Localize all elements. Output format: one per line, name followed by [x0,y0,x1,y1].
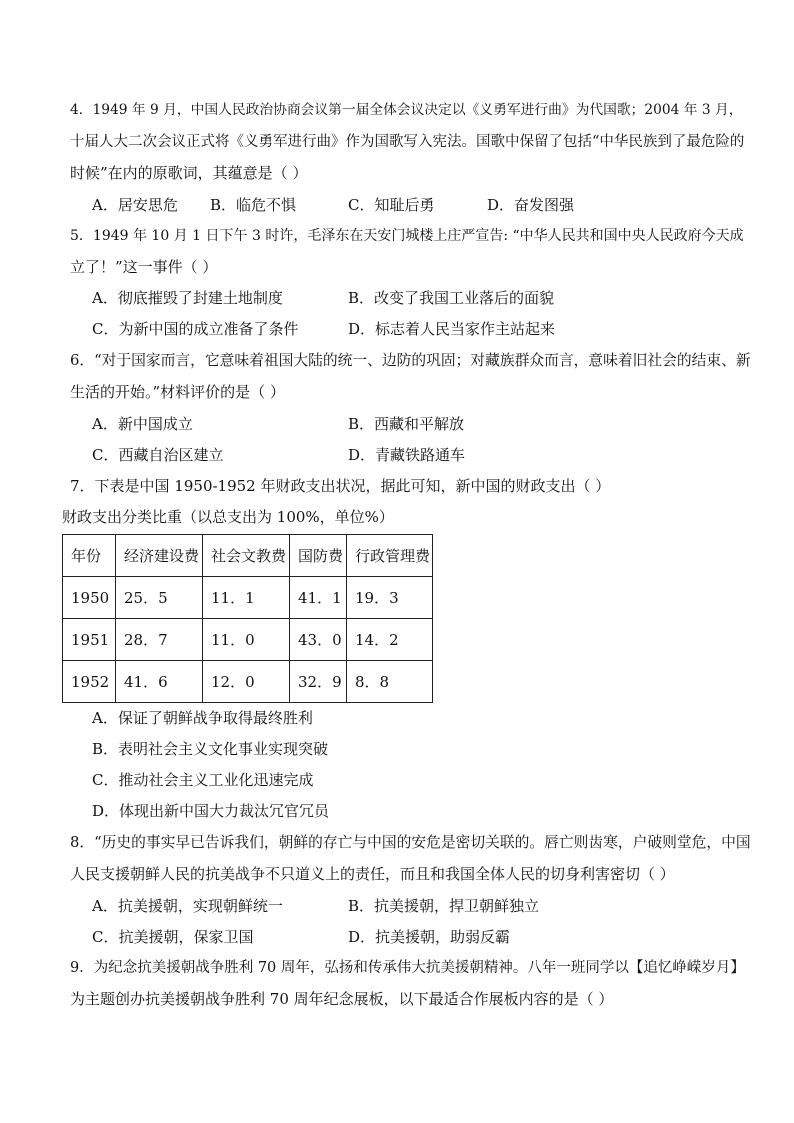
q4-option-c: C．知耻后勇 [348,196,435,214]
table-cell: 41．6 [116,661,203,703]
q8-option-a: A．抗美援朝，实现朝鲜统一 [92,897,283,915]
q7-option-a: A．保证了朝鲜战争取得最终胜利 [92,709,313,727]
q9-line-2: 为主题创办抗美援朝战争胜利 70 周年纪念展板，以下最适合作展板内容的是（ ） [70,990,614,1008]
q5-option-a: A．彻底摧毁了封建土地制度 [92,289,283,307]
q8-option-b: B．抗美援朝，捍卫朝鲜独立 [348,897,540,915]
finance-table [62,534,433,703]
table-cell: 1950 [63,577,116,619]
table-cell: 41．1 [290,577,347,619]
table-header-cell: 社会文教费 [203,535,290,577]
table-cell: 11．1 [203,577,290,619]
table-header-row [63,535,433,577]
q5-option-c: C．为新中国的成立准备了条件 [92,320,299,338]
q6-option-d: D．青藏铁路通车 [348,446,466,464]
table-cell: 19．3 [347,577,433,619]
table-cell: 14．2 [347,619,433,661]
table-cell: 32．9 [290,661,347,703]
table-header-cell: 行政管理费 [347,535,433,577]
table-cell: 11．0 [203,619,290,661]
q4-option-a: A．居安思危 [92,196,178,214]
table-header-cell: 国防费 [290,535,347,577]
q5-line-1: 5．1949 年 10 月 1 日下午 3 时许，毛泽东在天安门城楼上庄严宣告: “中华人民共和国中央人民政府今天成 [70,228,744,244]
q7-option-d: D．体现出新中国大力裁汰冗官冗员 [92,802,330,820]
q4-line-3: 时候”在内的原歌词，其蕴意是（ ） [70,164,308,182]
q5-option-d: D．标志着人民当家作主站起来 [348,320,556,338]
q8-option-d: D．抗美援朝，助弱反霸 [348,928,511,946]
q6-option-a: A．新中国成立 [92,415,193,433]
q5-option-b: B．改变了我国工业落后的面貌 [348,289,555,307]
table-cell: 25．5 [116,577,203,619]
table-cell: 12．0 [203,661,290,703]
q6-line-1: 6．“对于国家而言，它意味着祖国大陆的统一、边防的巩固；对藏族群众而言，意味着旧社会的结束、新 [70,352,751,369]
q6-line-2: 生活的开始。”材料评价的是（ ） [70,383,285,401]
table-row [63,619,433,661]
q4-option-b: B．临危不惧 [210,196,297,214]
q6-option-c: C．西藏自治区建立 [92,446,224,464]
q7-option-b: B．表明社会主义文化事业实现突破 [92,740,329,758]
q8-line-1: 8．“历史的事实早已告诉我们，朝鲜的存亡与中国的安危是密切关联的。唇亡则齿寒，户破则堂危，中国 [70,834,751,851]
table-row [63,661,433,703]
q4-line-1: 4．1949 年 9 月，中国人民政治协商会议第一届全体会议决定以《义勇军进行曲》为代国歌；2004 年 3 月， [70,102,743,118]
table-cell: 43．0 [290,619,347,661]
table-header-cell: 年份 [63,535,116,577]
q4-option-d: D．奋发图强 [487,196,575,214]
q5-line-2: 立了！”这一事件（ ） [70,258,218,276]
q9-line-1: 9．为纪念抗美援朝战争胜利 70 周年，弘扬和传承伟大抗美援朝精神。八年一班同学以【追忆峥嵘岁月】 [70,960,745,976]
q6-option-b: B．西藏和平解放 [348,415,465,433]
table-cell: 8．8 [347,661,433,703]
table-cell: 1951 [63,619,116,661]
q7-table-caption: 财政支出分类比重（以总支出为 100%，单位%） [62,508,394,526]
table-header-cell: 经济建设费 [116,535,203,577]
q8-option-c: C．抗美援朝，保家卫国 [92,928,254,946]
q7-line-1: 7．下表是中国 1950-1952 年财政支出状况，据此可知，新中国的财政支出（ ） [70,477,611,495]
q8-line-2: 人民支援朝鲜人民的抗美战争不只道义上的责任，而且和我国全体人民的切身利害密切（ ） [70,865,675,883]
table-cell: 28．7 [116,619,203,661]
q4-line-2: 十届人大二次会议正式将《义勇军进行曲》作为国歌写入宪法。国歌中保留了包括“中华民族到了最危险的 [70,134,745,150]
q7-option-c: C．推动社会主义工业化迅速完成 [92,771,314,789]
table-row [63,577,433,619]
table-cell: 1952 [63,661,116,703]
